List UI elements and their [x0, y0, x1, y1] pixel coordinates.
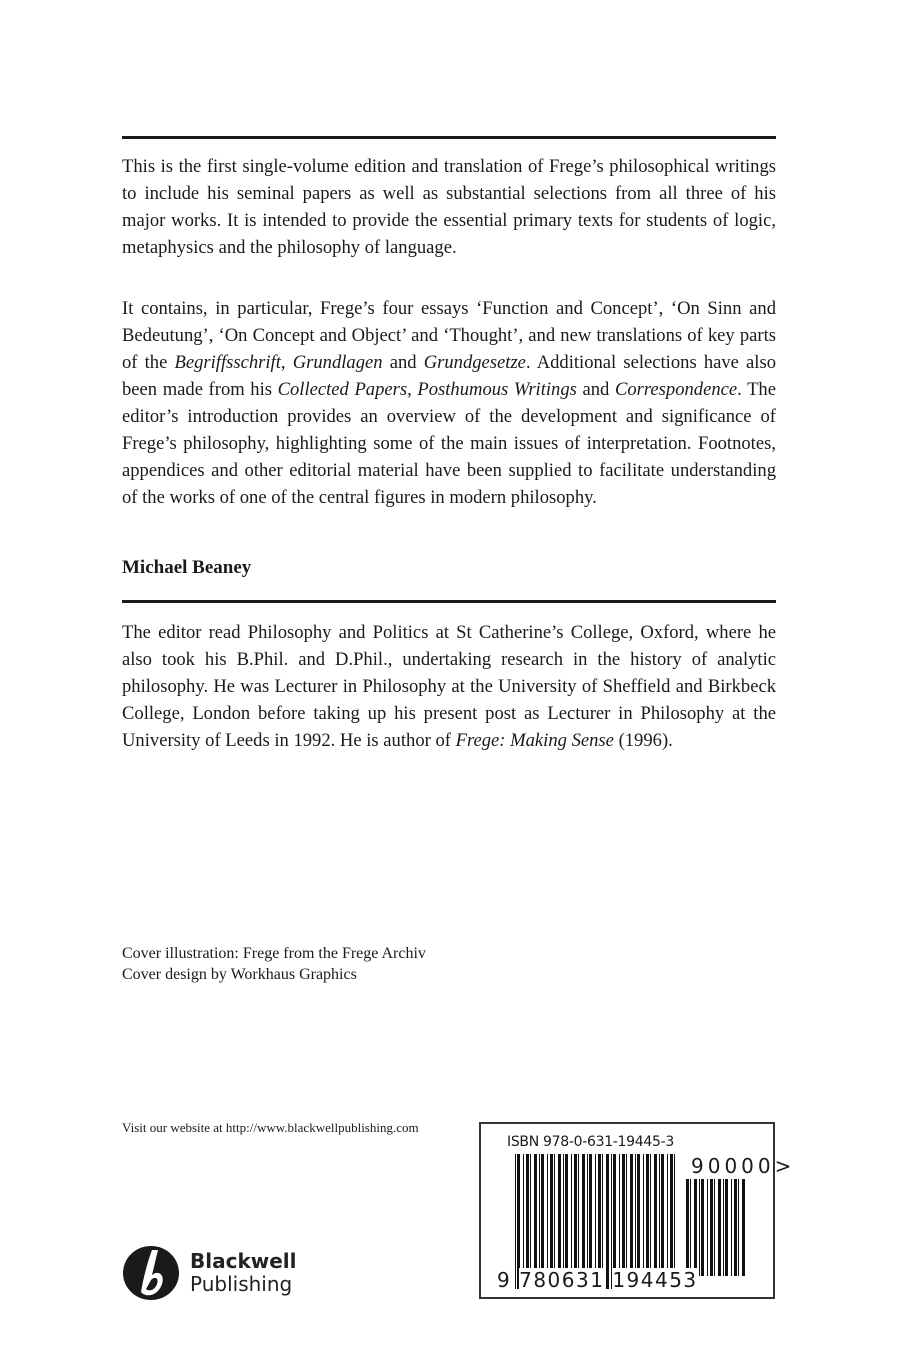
text: . The editor’s introduction provides an overview of the development and significance of Frege’s philosophy, highlighting some of the main issues of interpretation. Footnotes, appendices and other editorial material have been supplied to facilitate understanding of the works of one of the central figures in modern philosophy.: [122, 379, 776, 508]
italic-title: Grundgesetze: [423, 352, 526, 373]
barcode-bar: [690, 1179, 691, 1276]
barcode-bar: [738, 1179, 739, 1276]
cover-design-credit: Cover design by Workhaus Graphics: [122, 966, 357, 983]
italic-title: Frege: Making Sense: [455, 730, 614, 751]
blackwell-b-icon: [122, 1244, 180, 1302]
barcode-bar: [707, 1179, 708, 1276]
text: and: [382, 352, 424, 373]
italic-title: Grundlagen: [292, 352, 383, 373]
website-line: Visit our website at http://www.blackwellpublishing.com: [122, 1120, 419, 1135]
publisher-logo: [122, 1244, 297, 1302]
text: . Additional selections have also been made from his: [122, 352, 777, 400]
text: and: [576, 379, 615, 400]
isbn-text: ISBN 978-0-631-19445-3: [507, 1134, 674, 1150]
barcode-bar: [731, 1179, 732, 1276]
digit-group-1: 780631: [519, 1268, 605, 1292]
editor-bio: [122, 605, 776, 754]
blurb-paragraph-1: This is the first single-volume edition and translation of Frege’s philosophical writings to include his seminal papers as well as substantial selections from all three of his major works. It is intended to provide the essential primary texts for students of logic, metaphysics and the philosophy of language.: [122, 156, 776, 258]
text: (1996).: [613, 730, 673, 751]
barcode-digits: [497, 1268, 698, 1292]
barcode-bar: [723, 1179, 724, 1276]
barcode-bar: [714, 1179, 715, 1276]
italic-title: Collected Papers, Posthumous Writings: [277, 379, 577, 400]
barcode-bar: [725, 1179, 728, 1276]
barcode-bar: [742, 1179, 745, 1276]
barcode-bar: [701, 1179, 704, 1276]
barcode-bar: [718, 1179, 721, 1276]
blurb-paragraph-2: [122, 281, 776, 511]
cover-credits: [122, 943, 426, 985]
text: ,: [280, 352, 293, 373]
digit-group-2: 194453: [612, 1268, 698, 1292]
first-digit: 9: [497, 1268, 512, 1292]
barcode-bar: [710, 1179, 713, 1276]
italic-title: Begriffsschrift: [174, 352, 281, 373]
editor-rule: [122, 600, 776, 603]
text: It contains, in particular, Frege’s four essays ‘Function and Concept’, ‘On Sinn and Bedeutung’, ‘On Concept and Object’ and ‘Thought’, and new translations of key parts of the: [122, 298, 776, 373]
isbn-barcode: [479, 1122, 796, 1299]
barcode-bar: [734, 1179, 737, 1276]
publisher-name: Blackwell: [190, 1249, 297, 1273]
publisher-subtitle: Publishing: [190, 1272, 293, 1296]
barcode-bar: [699, 1179, 700, 1276]
cover-illustration-credit: Cover illustration: Frege from the Frege Archiv: [122, 945, 426, 962]
barcode-bar: [694, 1179, 697, 1276]
italic-title: Correspondence: [614, 379, 738, 400]
barcode-bar: [686, 1179, 689, 1276]
price-addon: 90000>: [691, 1154, 796, 1178]
text: The editor read Philosophy and Politics at St Catherine’s College, Oxford, where he also took his B.Phil. and D.Phil., undertaking research in the history of analytic philosophy. He was Lecturer in Philosophy at the University of Sheffield and Birkbeck College, London before taking up his present post as Lecturer in Philosophy at the University of Leeds in 1992. He is author of: [122, 622, 776, 751]
editor-name: Michael Beaney: [122, 557, 252, 578]
